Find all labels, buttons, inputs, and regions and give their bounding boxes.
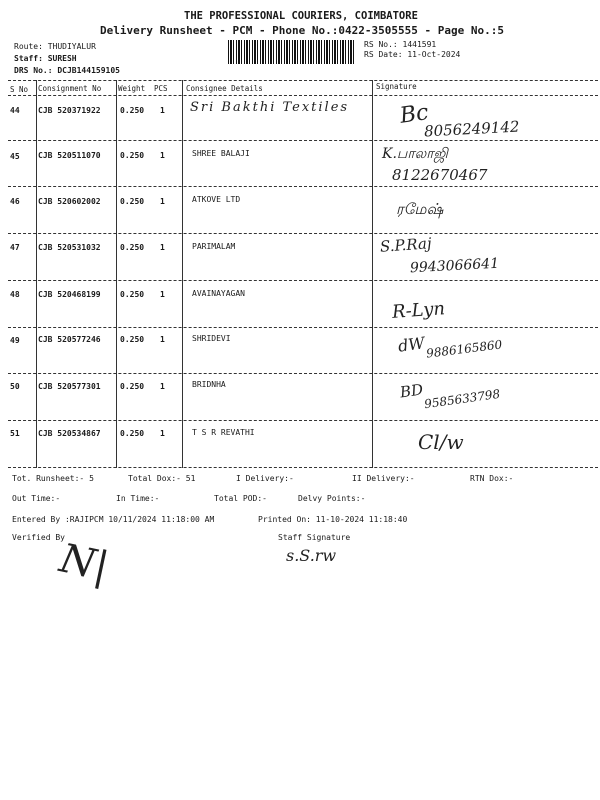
row-consignee: T S R REVATHI (192, 428, 255, 437)
row-consignee: PARIMALAM (192, 242, 236, 251)
row-separator (8, 280, 598, 281)
row-separator (8, 233, 598, 234)
entered-by: Entered By :RAJIPCM 10/11/2024 11:18:00 AM (12, 515, 215, 524)
row-sno: 48 (10, 290, 20, 299)
company-title: THE PROFESSIONAL COURIERS, COIMBATORE (184, 10, 418, 22)
col-divider-4 (372, 80, 373, 468)
row-phone: 9886165860 (425, 337, 503, 361)
header-bottom-rule (8, 95, 598, 96)
row-consignment: CJB 520511070 (38, 151, 101, 160)
row-pcs: 1 (160, 429, 165, 438)
route-label: Route: THUDIYALUR (14, 42, 96, 51)
row-consignee: BRIDNHA (192, 380, 226, 389)
staff-label: Staff: SURESH (14, 54, 77, 63)
row-separator (8, 373, 598, 374)
row-separator (8, 186, 598, 187)
row-phone: 9585633798 (423, 386, 501, 412)
row-weight: 0.250 (120, 382, 145, 391)
row-signature: BD (398, 380, 425, 402)
row-weight: 0.250 (120, 243, 145, 252)
row-weight: 0.250 (120, 151, 145, 160)
col-divider-1 (36, 80, 37, 468)
row-signature: ரமேஷ் (396, 200, 444, 218)
row-consignee: SHREE BALAJI (192, 149, 250, 158)
row-phone: 9943066641 (409, 255, 500, 277)
row-sno: 45 (10, 152, 20, 161)
in-time: In Time:- (116, 494, 160, 503)
verified-by-label: Verified By (12, 533, 65, 542)
col-consignee-details: Consignee Details (186, 84, 263, 93)
row-separator (8, 140, 598, 141)
drs-number: DRS No.: DCJB144159105 (14, 66, 120, 75)
row-weight: 0.250 (120, 106, 145, 115)
row-separator (8, 327, 598, 328)
col-sno: S No (10, 85, 29, 94)
col-consignment: Consignment No (38, 84, 102, 93)
row-consignment: CJB 520531032 (38, 243, 101, 252)
row-signature: dW (396, 333, 426, 356)
staff-signature-label: Staff Signature (278, 533, 351, 542)
row-pcs: 1 (160, 382, 165, 391)
row-signature: R-Lyn (391, 298, 446, 323)
col-pcs: PCS (154, 84, 168, 93)
i-delivery: I Delivery:- (236, 474, 294, 483)
printed-on: Printed On: 11-10-2024 11:18:40 (258, 515, 408, 524)
rs-number: RS No.: 1441591 (364, 40, 437, 49)
row-sno: 47 (10, 243, 20, 252)
delvy-points: Delvy Points:- (298, 494, 366, 503)
table-top-rule (8, 80, 598, 81)
total-pod: Total POD:- (214, 494, 267, 503)
row-consignment: CJB 520577246 (38, 335, 101, 344)
barcode (228, 40, 356, 64)
row-weight: 0.250 (120, 197, 145, 206)
row-pcs: 1 (160, 197, 165, 206)
row-pcs: 1 (160, 106, 165, 115)
row-signature: Bc (398, 100, 431, 129)
row-consignment: CJB 520468199 (38, 290, 101, 299)
row-separator (8, 420, 598, 421)
col-divider-2 (116, 80, 117, 468)
row-sno: 51 (10, 429, 20, 438)
col-signature: Signature (376, 82, 417, 91)
row-sno: 44 (10, 106, 20, 115)
row-weight: 0.250 (120, 335, 145, 344)
verified-signature: N| (55, 535, 113, 591)
row-consignee-handwritten: Sri Bakthi Textiles (190, 100, 350, 115)
runsheet-subtitle: Delivery Runsheet - PCM - Phone No.:0422-3505555 - Page No.:5 (100, 24, 504, 37)
row-consignee: AVAINAYAGAN (192, 289, 245, 298)
row-consignment: CJB 520602002 (38, 197, 101, 206)
row-sno: 50 (10, 382, 20, 391)
row-consignment: CJB 520371922 (38, 106, 101, 115)
rs-date: RS Date: 11-Oct-2024 (364, 50, 461, 59)
row-pcs: 1 (160, 335, 165, 344)
tot-runsheet: Tot. Runsheet:- 5 (12, 474, 94, 483)
rtn-dox: RTN Dox:- (470, 474, 514, 483)
staff-signature: s.S.rw (286, 546, 337, 565)
row-weight: 0.250 (120, 429, 145, 438)
row-pcs: 1 (160, 243, 165, 252)
row-pcs: 1 (160, 151, 165, 160)
row-pcs: 1 (160, 290, 165, 299)
row-weight: 0.250 (120, 290, 145, 299)
row-signature: S.P.Raj (379, 234, 433, 256)
out-time: Out Time:- (12, 494, 61, 503)
row-consignee: SHRIDEVI (192, 334, 231, 343)
ii-delivery: II Delivery:- (352, 474, 415, 483)
row-signature: K.பாலாஜி (382, 146, 448, 162)
row-consignment: CJB 520577301 (38, 382, 101, 391)
row-signature: Cl/w (418, 430, 464, 454)
col-divider-3 (182, 80, 183, 468)
row-phone: 8122670467 (392, 166, 488, 184)
row-phone: 8056249142 (423, 117, 520, 141)
col-weight: Weight (118, 84, 146, 93)
row-sno: 49 (10, 336, 20, 345)
row-sno: 46 (10, 197, 20, 206)
row-consignee: ATKOVE LTD (192, 195, 241, 204)
table-bottom-rule (8, 467, 598, 468)
row-consignment: CJB 520534867 (38, 429, 101, 438)
total-dox: Total Dox:- 51 (128, 474, 196, 483)
